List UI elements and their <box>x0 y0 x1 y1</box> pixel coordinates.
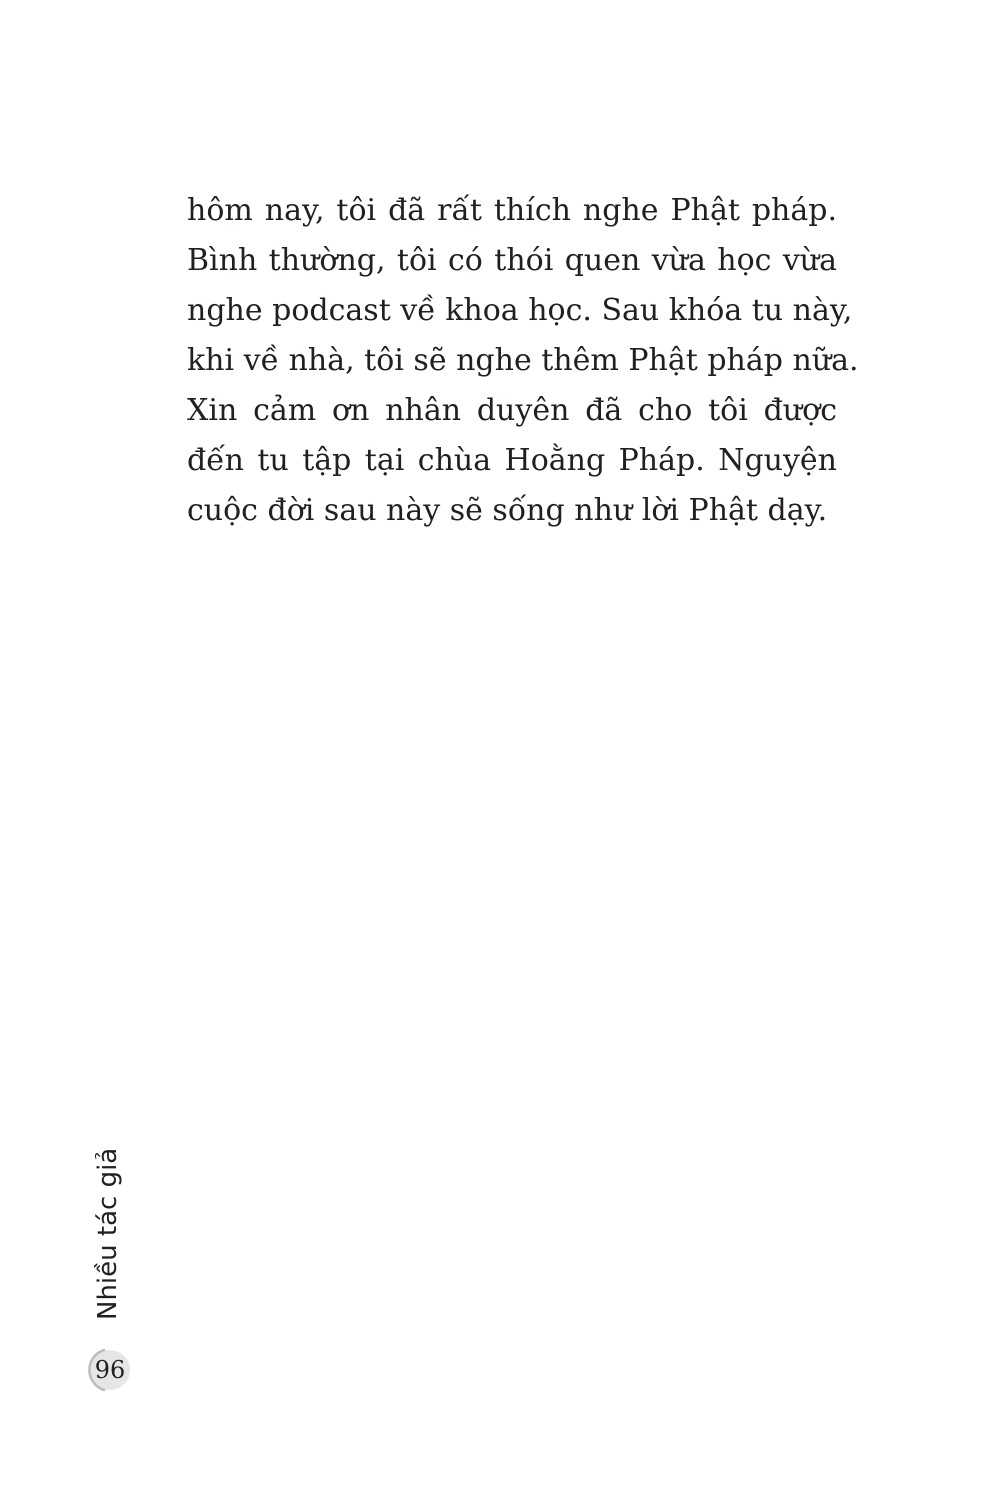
page-number-badge <box>82 1344 134 1396</box>
running-head-author: Nhiều tác giả <box>93 1148 123 1321</box>
body-line: Xin cảm ơn nhân duyên đã cho tôi được <box>187 393 837 428</box>
body-paragraph <box>187 186 859 536</box>
body-line: Bình thường, tôi có thói quen vừa học vừa <box>187 243 837 278</box>
page-number: 96 <box>94 1356 126 1384</box>
body-line: đến tu tập tại chùa Hoằng Pháp. Nguyện <box>187 443 837 478</box>
body-line: khi về nhà, tôi sẽ nghe thêm Phật pháp nữa. <box>187 343 859 378</box>
body-line: cuộc đời sau này sẽ sống như lời Phật dạy. <box>187 493 828 528</box>
body-line: hôm nay, tôi đã rất thích nghe Phật pháp. <box>187 193 837 228</box>
body-line: nghe podcast về khoa học. Sau khóa tu này, <box>187 293 853 328</box>
